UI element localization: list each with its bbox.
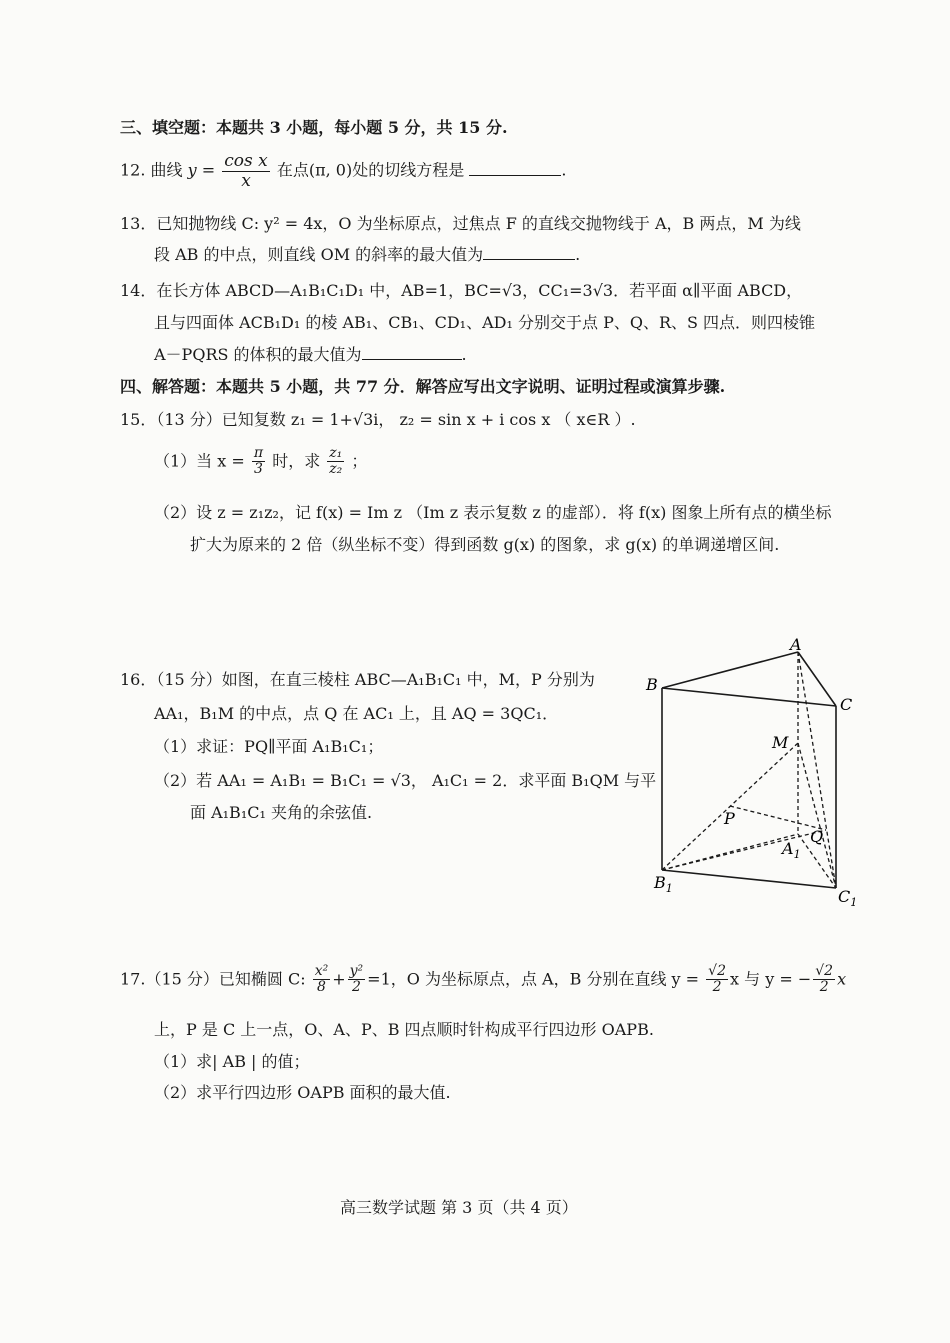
q13-line-1: 13．已知抛物线 C: y² = 4x，O 为坐标原点，过焦点 F 的直线交抛物线于 A，B 两点，M 为线 — [120, 214, 801, 233]
q14-line-1: 14．在长方体 ABCD—A₁B₁C₁D₁ 中，AB=1，BC=√3，CC₁=3√3．若平面 α∥平面 ABCD， — [120, 281, 803, 300]
label-B: B — [646, 675, 658, 694]
section-3-title: 三、填空题：本题共 3 小题，每小题 5 分，共 15 分. — [120, 118, 508, 137]
edge-AC — [798, 652, 836, 706]
q17-frac-slope-1-den: 2 — [712, 979, 722, 996]
label-P: P — [724, 809, 735, 828]
q15-p1-frac-2 — [327, 446, 344, 478]
q15-p1-mid: 时，求 — [272, 451, 321, 471]
q15-part-1 — [154, 446, 367, 478]
q17-frac-slope-1-num: √2 — [708, 963, 726, 979]
q17-pre: 17.（15 分）已知椭圆 C: — [120, 969, 306, 989]
q15-p1-frac-2-num: z₁ — [329, 445, 343, 461]
q15-p1-frac-1 — [252, 446, 265, 478]
q14-line-2: 且与四面体 ACB₁D₁ 的棱 AB₁、CB₁、CD₁、AD₁ 分别交于点 P、Q、R、S 四点．则四棱锥 — [154, 313, 816, 332]
edge-AC1 — [798, 652, 836, 888]
q14-line-3 — [154, 345, 467, 366]
q16-line-2: AA₁，B₁M 的中点，点 Q 在 AC₁ 上，且 AQ = 3QC₁． — [154, 704, 559, 723]
q17-mid2: x 与 y = − — [730, 969, 812, 989]
q15-p1-pre: （1）当 x = — [154, 451, 245, 471]
label-A: A — [790, 635, 802, 654]
q14-end: . — [461, 345, 467, 364]
q12-answer-blank[interactable] — [469, 161, 561, 176]
q13-line-2 — [154, 245, 580, 266]
q12-lhs: y = — [187, 160, 216, 180]
q13-answer-blank[interactable] — [483, 245, 575, 260]
q15-p1-end: ； — [351, 451, 368, 471]
q17-frac-x-num: x² — [314, 963, 329, 979]
prism-solid-edges — [662, 652, 836, 888]
q16-line-1: 16．（15 分）如图，在直三棱柱 ABC—A₁B₁C₁ 中，M，P 分别为 — [120, 670, 595, 689]
q14-answer-blank[interactable] — [362, 345, 462, 360]
q17-frac-x-den: 8 — [317, 979, 326, 996]
edge-BC — [662, 688, 836, 706]
q12-number: 12. — [120, 160, 146, 180]
edge-BA — [662, 652, 798, 688]
q16-line-5: 面 A₁B₁C₁ 夹角的余弦值. — [190, 803, 373, 822]
q16-line-3: （1）求证：PQ∥平面 A₁B₁C₁； — [154, 737, 384, 756]
q15-part-2-line-1: （2）设 z = z₁z₂，记 f(x) = Im z （Im z 表示复数 z 的虚部）．将 f(x) 图象上所有点的横坐标 — [154, 503, 832, 522]
edge-MC1 — [798, 743, 836, 888]
q17-frac-slope-2-num: √2 — [815, 963, 834, 979]
label-A1: $A_1$ — [782, 839, 801, 861]
q12-numerator: cos x — [224, 151, 268, 171]
label-B1: $B_1$ — [654, 873, 673, 895]
q12-fraction — [222, 152, 269, 190]
q15-part-2-line-2: 扩大为原来的 2 倍（纵坐标不变）得到函数 g(x) 的图象，求 g(x) 的单调递增区间. — [190, 535, 780, 554]
q14-line-3-text: A－PQRS 的体积的最大值为 — [154, 345, 362, 364]
q17-frac-slope-2 — [813, 964, 835, 996]
q12-end: . — [561, 160, 567, 180]
q17-line-2: 上，P 是 C 上一点，O、A、P、B 四点顺时针构成平行四边形 OAPB. — [154, 1020, 654, 1039]
edge-B1C1 — [662, 870, 836, 888]
page-footer: 高三数学试题 第 3 页（共 4 页） — [340, 1198, 578, 1217]
q15-p1-frac-2-den: z₂ — [329, 461, 343, 478]
q17-frac-slope-2-den: 2 — [819, 979, 829, 996]
q12-denominator: x — [241, 170, 251, 191]
label-Q: Q — [810, 827, 824, 846]
q17-end: x — [837, 969, 847, 989]
section-4-title: 四、解答题：本题共 5 小题，共 77 分．解答应写出文字说明、证明过程或演算步骤. — [120, 377, 726, 396]
q12-pre: 曲线 — [150, 160, 183, 180]
q16-line-4: （2）若 AA₁ = A₁B₁ = B₁C₁ = √3， A₁C₁ = 2．求平面 B₁QM 与平 — [154, 771, 657, 790]
prism-diagram — [640, 630, 870, 910]
q15-line-1: 15．（13 分）已知复数 z₁ = 1+√3i， z₂ = sin x + i cos x （ x∈R ）. — [120, 410, 636, 429]
q17-line-1 — [120, 964, 846, 996]
question-12 — [120, 152, 566, 190]
q17-frac-y-num: y² — [349, 963, 364, 979]
label-M: M — [772, 733, 789, 752]
label-C1: $C_1$ — [838, 887, 858, 909]
q13-end: . — [575, 245, 581, 264]
q17-mid: =1，O 为坐标原点，点 A，B 分别在直线 y = — [367, 969, 700, 989]
q17-frac-y — [348, 964, 366, 996]
q17-plus: + — [332, 969, 346, 989]
q17-frac-y-den: 2 — [351, 979, 361, 996]
q15-p1-frac-1-num: π — [253, 445, 264, 461]
q12-post: 在点(π, 0)处的切线方程是 — [276, 160, 465, 180]
q15-p1-frac-1-den: 3 — [254, 461, 263, 478]
q17-line-3: （1）求| AB | 的值； — [154, 1052, 310, 1071]
prism-hidden-edges — [662, 652, 836, 888]
label-C: C — [840, 695, 853, 714]
q17-frac-slope-1 — [706, 964, 728, 996]
edge-B1Q — [662, 830, 826, 870]
q13-line-2-text: 段 AB 的中点，则直线 OM 的斜率的最大值为 — [154, 245, 484, 264]
q17-frac-x — [313, 964, 331, 996]
q17-line-4: （2）求平行四边形 OAPB 面积的最大值. — [154, 1083, 451, 1102]
